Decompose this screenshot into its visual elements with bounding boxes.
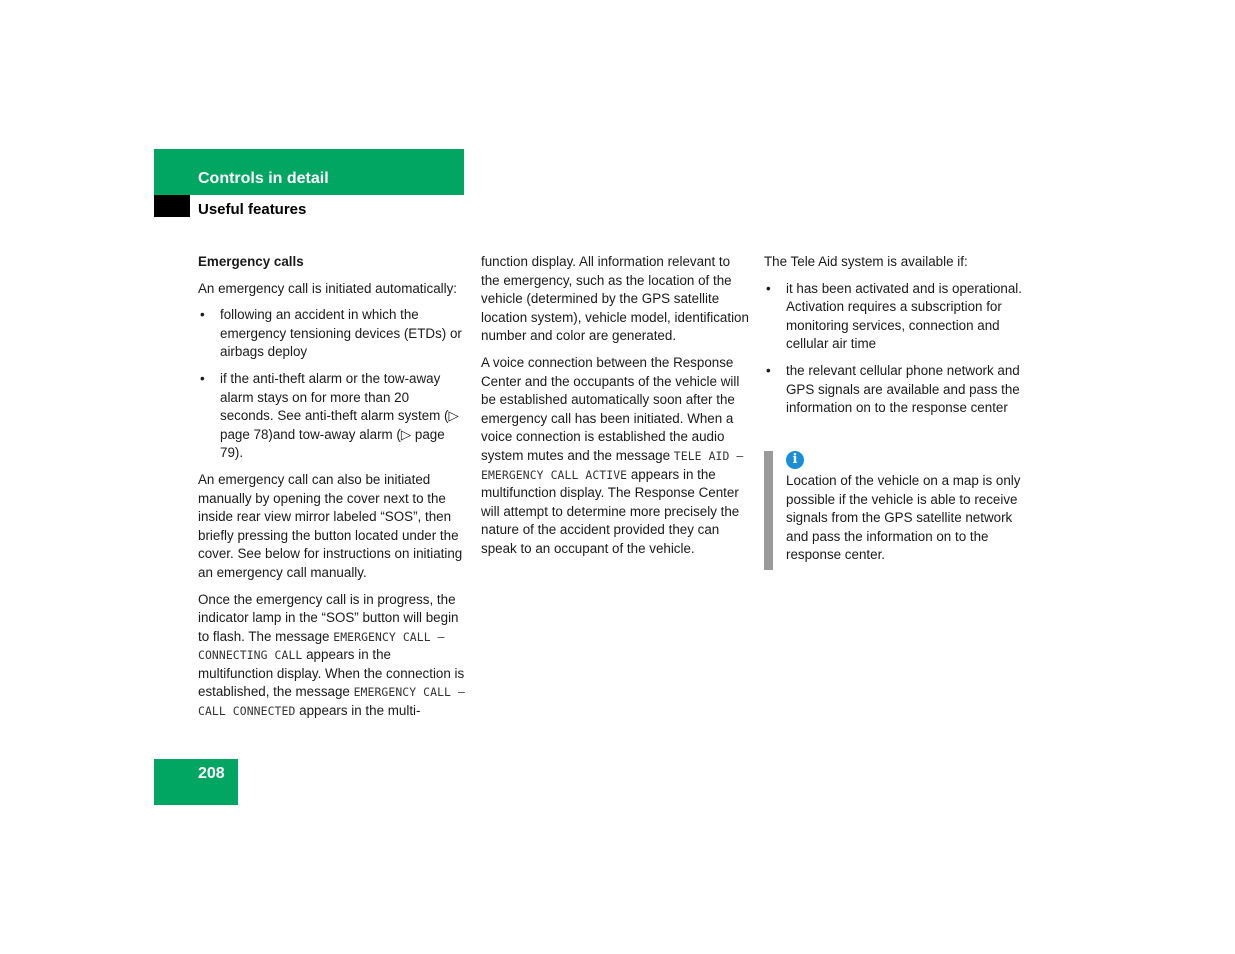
page-number: 208 <box>198 765 225 782</box>
paragraph-text: appears in the multi- <box>299 703 421 719</box>
info-note-bar <box>764 451 773 570</box>
emergency-calls-heading: Emergency calls <box>198 254 304 269</box>
paragraph-text: appears in the multifunction display. The Response Center will attempt to determine more precisely the nature of the accident provided they can speak to an occupant of the vehicle. <box>481 466 740 556</box>
info-icon: i <box>786 451 804 469</box>
subsection-title: Useful features <box>198 201 307 218</box>
column-middle <box>481 253 749 567</box>
call-progress-paragraph <box>198 591 466 721</box>
paragraph-text: A voice connection between the Response Center and the occupants of the vehicle will be established automatically soon after the emergency call has been initiated. When a voice connection is established the audio system mutes and the message <box>481 354 740 463</box>
list-item: • the relevant cellular phone network and GPS signals are available and pass the information on to the response center <box>764 362 1034 418</box>
column-left <box>198 253 466 729</box>
subsection-marker <box>154 195 190 217</box>
column-right <box>764 253 1034 426</box>
continuation-paragraph: function display. All information relevant to the emergency, such as the location of the vehicle (determined by the GPS satellite location system), vehicle model, identification number and color are generated. <box>481 254 749 344</box>
list-item: • following an accident in which the emergency tensioning devices (ETDs) or airbags deploy <box>198 306 466 362</box>
list-item: • if the anti-theft alarm or the tow-away alarm stays on for more than 20 seconds. See anti-theft alarm system (▷ page 78)and tow-away alarm (▷ page 79). <box>198 370 466 463</box>
section-title: Controls in detail <box>198 170 329 187</box>
info-note <box>764 451 1034 570</box>
availability-list <box>764 280 1034 418</box>
availability-intro: The Tele Aid system is available if: <box>764 254 968 269</box>
auto-initiation-intro: An emergency call is initiated automatically: <box>198 280 458 296</box>
display-message: TELE AID – EMERGENCY CALL ACTIVE <box>481 448 744 482</box>
paragraph-text: appears in the multifunction display. When the connection is established, the message <box>198 647 465 700</box>
voice-connection-paragraph <box>481 354 749 559</box>
list-item: • it has been activated and is operational. Activation requires a subscription for monitoring services, connection and cellular air time <box>764 280 1034 354</box>
manual-call-paragraph: An emergency call can also be initiated manually by opening the cover next to the inside rear view mirror labeled “SOS”, then briefly pressing the button located under the cover. See below for instructions on initiating an emergency call manually. <box>198 471 463 580</box>
page-number-box <box>154 759 238 805</box>
paragraph-text: Once the emergency call is in progress, the indicator lamp in the “SOS” button will begin to flash. The message <box>198 591 459 644</box>
display-message: EMERGENCY CALL – CONNECTING CALL <box>198 629 445 663</box>
display-message: EMERGENCY CALL – CALL CONNECTED <box>198 685 465 719</box>
info-note-text: Location of the vehicle on a map is only possible if the vehicle is able to receive signals from the GPS satellite network and pass the information on to the response center. <box>786 473 1021 563</box>
auto-initiation-list <box>198 306 466 463</box>
